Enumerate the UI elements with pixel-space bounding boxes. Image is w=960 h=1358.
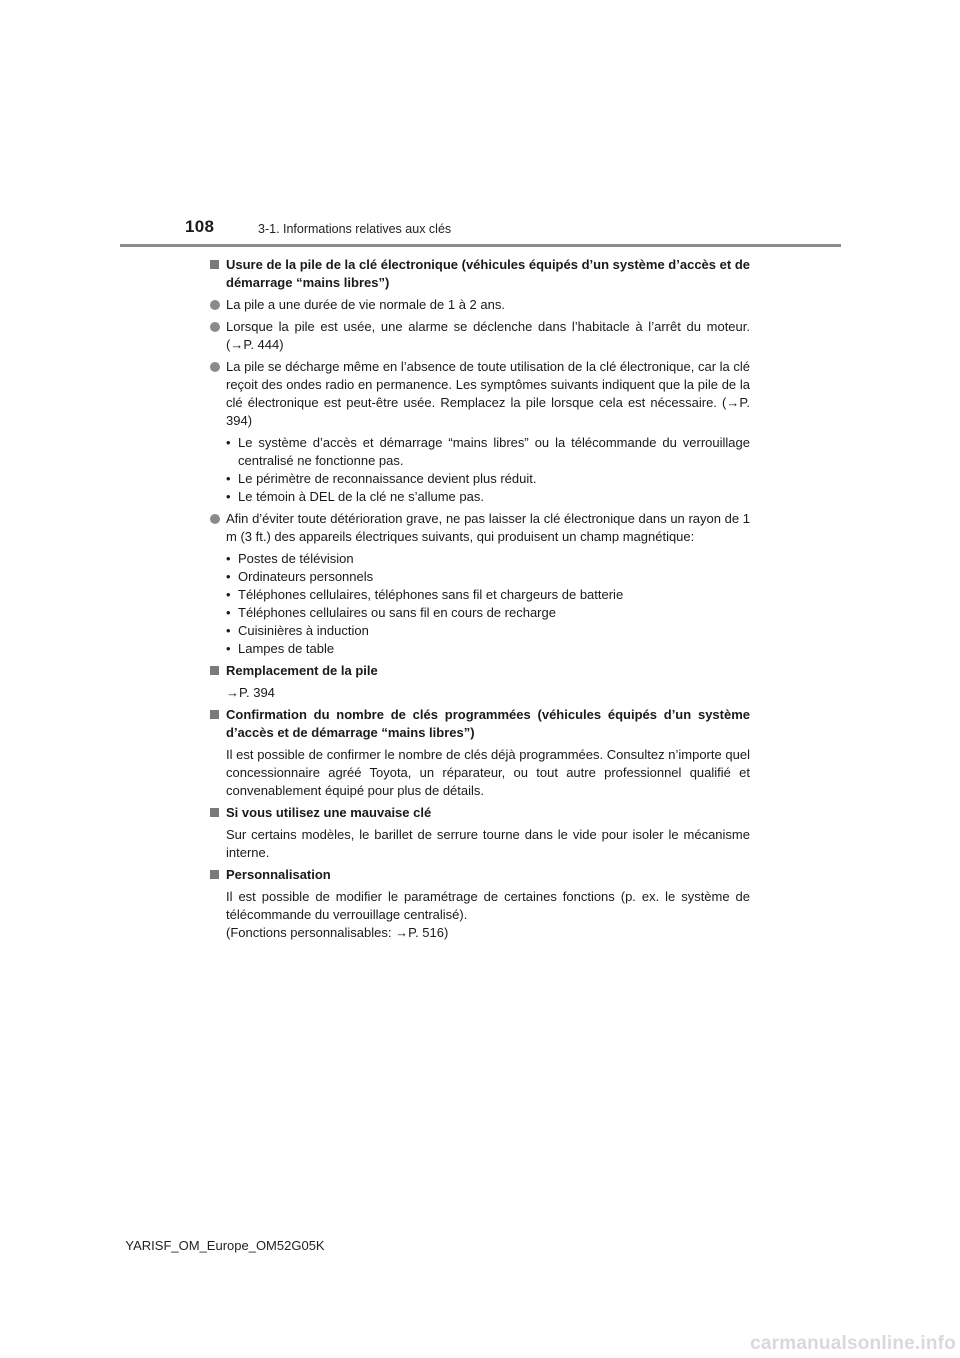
bullet-item xyxy=(210,510,750,546)
section-body xyxy=(210,888,750,942)
small-bullet-icon: • xyxy=(226,489,231,504)
page-number: 108 xyxy=(185,217,215,236)
bullet-text: La pile a une durée de vie normale de 1 à 2 ans. xyxy=(226,297,505,312)
square-bullet-icon xyxy=(210,260,219,269)
body-line: Il est possible de modifier le paramétrage de certaines fonctions (p. ex. le système de télécommande du verrouillage centralisé). xyxy=(226,889,750,922)
bullet-item xyxy=(210,296,750,314)
list-item-text: Le témoin à DEL de la clé ne s’allume pas. xyxy=(238,489,484,504)
bullet-text: Lorsque la pile est usée, une alarme se déclenche dans l’habitacle à l’arrêt du moteur. (→P. 444) xyxy=(226,319,750,352)
bullet-item xyxy=(210,358,750,430)
small-bullet-icon: • xyxy=(226,605,231,620)
section-heading xyxy=(210,804,750,822)
page-content xyxy=(210,256,750,946)
section-body: Sur certains modèles, le barillet de serrure tourne dans le vide pour isoler le mécanisme interne. xyxy=(226,827,750,860)
square-bullet-icon xyxy=(210,870,219,879)
appliance-list xyxy=(210,550,750,658)
section-body: Il est possible de confirmer le nombre de clés déjà programmées. Consultez n’importe quel concessionnaire agréé Toyota, un réparateur, ou tout autre professionnel qualifié et convenablement équipé pour plus de détails. xyxy=(226,747,750,798)
section-heading xyxy=(210,866,750,884)
round-bullet-icon xyxy=(210,362,220,372)
square-bullet-icon xyxy=(210,666,219,675)
section-title: 3-1. Informations relatives aux clés xyxy=(258,222,452,236)
list-item xyxy=(226,640,750,658)
symptom-list xyxy=(210,434,750,506)
small-bullet-icon: • xyxy=(226,641,231,656)
header-rule xyxy=(120,244,841,247)
small-bullet-icon: • xyxy=(226,551,231,566)
heading-text: Si vous utilisez une mauvaise clé xyxy=(226,805,432,820)
list-item xyxy=(226,622,750,640)
list-item xyxy=(226,470,750,488)
list-item-text: Lampes de table xyxy=(238,641,335,656)
page-footer xyxy=(0,1238,960,1253)
section-heading xyxy=(210,662,750,680)
list-item xyxy=(226,586,750,604)
round-bullet-icon xyxy=(210,514,220,524)
document-id: YARISF_OM_Europe_OM52G05K xyxy=(125,1238,325,1253)
bullet-item xyxy=(210,318,750,354)
small-bullet-icon: • xyxy=(226,569,231,584)
list-item xyxy=(226,568,750,586)
bullet-text: Afin d’éviter toute détérioration grave, ne pas laisser la clé électronique dans un rayon de 1 m (3 ft.) des appareils électriques suivants, qui produisent un champ magnétique: xyxy=(226,511,750,544)
list-item xyxy=(226,434,750,470)
heading-text: Usure de la pile de la clé électronique (véhicules équipés d’un système d’accès et de démarrage “mains libres”) xyxy=(226,257,750,290)
list-item-text: Le périmètre de reconnaissance devient plus réduit. xyxy=(238,471,537,486)
section-heading xyxy=(210,256,750,292)
section-customization xyxy=(210,866,750,942)
section-battery-replacement xyxy=(210,662,750,702)
section-heading xyxy=(210,706,750,742)
heading-text: Remplacement de la pile xyxy=(226,663,378,678)
list-item-text: Le système d’accès et démarrage “mains libres” ou la télécommande du verrouillage centralisé ne fonctionne pas. xyxy=(238,435,750,468)
small-bullet-icon: • xyxy=(226,587,231,602)
small-bullet-icon: • xyxy=(226,623,231,638)
watermark: carmanualsonline.info xyxy=(750,1333,956,1354)
list-item-text: Cuisinières à induction xyxy=(238,623,369,638)
list-item-text: Postes de télévision xyxy=(238,551,354,566)
page-reference: →P. 394 xyxy=(226,685,275,700)
list-item xyxy=(226,550,750,568)
section-key-count xyxy=(210,706,750,800)
small-bullet-icon: • xyxy=(226,471,231,486)
list-item xyxy=(226,604,750,622)
body-line: (Fonctions personnalisables: →P. 516) xyxy=(226,925,449,940)
round-bullet-icon xyxy=(210,322,220,332)
heading-text: Personnalisation xyxy=(226,867,331,882)
list-item-text: Téléphones cellulaires ou sans fil en cours de recharge xyxy=(238,605,556,620)
square-bullet-icon xyxy=(210,710,219,719)
section-battery-wear xyxy=(210,256,750,658)
square-bullet-icon xyxy=(210,808,219,817)
page-header xyxy=(0,0,960,250)
list-item xyxy=(226,488,750,506)
list-item-text: Ordinateurs personnels xyxy=(238,569,374,584)
bullet-text: La pile se décharge même en l’absence de toute utilisation de la clé électronique, car la clé reçoit des ondes radio en permanence. Les symptômes suivants indiquent que la pile de la clé électronique est peut-être usée. Remplacez la pile lorsque cela est nécessaire. (→P. 394) xyxy=(226,359,750,428)
list-item-text: Téléphones cellulaires, téléphones sans fil et chargeurs de batterie xyxy=(238,587,624,602)
small-bullet-icon: • xyxy=(226,435,231,450)
section-wrong-key xyxy=(210,804,750,862)
round-bullet-icon xyxy=(210,300,220,310)
heading-text: Confirmation du nombre de clés programmées (véhicules équipés d’un système d’accès et de démarrage “mains libres”) xyxy=(226,707,750,740)
